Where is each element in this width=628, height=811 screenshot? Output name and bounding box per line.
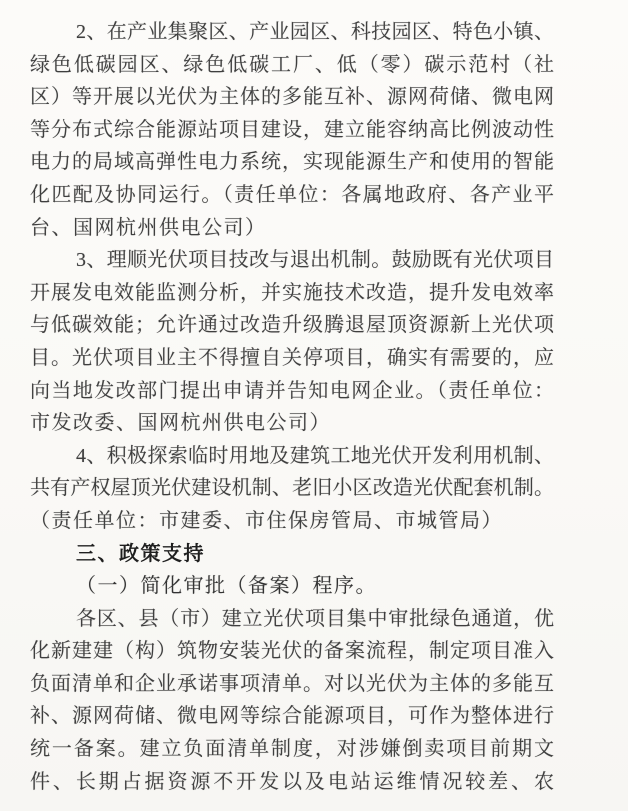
text-line: 负面清单和企业承诺事项清单。对以光伏为主体的多能互 [30, 672, 554, 695]
text-line: 各区、县（市）建立光伏项目集中审批绿色通道，优 [76, 607, 554, 630]
text-line: 台、国网杭州供电公司） [30, 216, 267, 239]
text-line: 开展发电效能监测分析，并实施技术改造，提升发电效率 [30, 281, 554, 304]
text-line: 市发改委、国网杭州供电公司） [30, 412, 331, 435]
text-line: 共有产权屋顶光伏建设机制、老旧小区改造光伏配套机制。 [30, 477, 554, 500]
subsection-heading: （一）简化审批（备案）程序。 [76, 575, 377, 598]
text-line: 向当地发改部门提出申请并告知电网企业。（责任单位： [30, 379, 554, 402]
text-line: 化匹配及协同运行。（责任单位：各属地政府、各产业平 [30, 183, 554, 206]
text-line: 绿色低碳园区、绿色低碳工厂、低（零）碳示范村（社 [30, 53, 554, 76]
text-line: 2、在产业集聚区、产业园区、科技园区、特色小镇、 [76, 21, 554, 43]
text-line: 电力的局域高弹性电力系统，实现能源生产和使用的智能 [30, 151, 554, 174]
text-line: 化新建建（构）筑物安装光伏的备案流程，制定项目准入 [30, 640, 554, 663]
text-line: 目。光伏项目业主不得擅自关停项目，确实有需要的，应 [30, 346, 554, 369]
section-heading: 三、政策支持 [76, 542, 205, 565]
text-line: 件、长期占据资源不开发以及电站运维情况较差、农 [30, 770, 554, 793]
text-line: 3、理顺光伏项目技改与退出机制。鼓励既有光伏项目 [76, 249, 554, 272]
text-line: 与低碳效能；允许通过改造升级腾退屋顶资源新上光伏项 [30, 314, 554, 337]
text-line: 等分布式综合能源站项目建设，建立能容纳高比例波动性 [30, 118, 554, 141]
text-line: （责任单位：市建委、市住保房管局、市城管局） [30, 509, 503, 532]
text-line: 区）等开展以光伏为主体的多能互补、源网荷储、微电网 [30, 86, 554, 109]
text-line: 补、源网荷储、微电网等综合能源项目，可作为整体进行 [30, 705, 554, 728]
document-lines [30, 16, 554, 798]
text-line: 统一备案。建立负面清单制度，对涉嫌倒卖项目前期文 [30, 738, 554, 761]
text-line: 4、积极探索临时用地及建筑工地光伏开发利用机制、 [76, 444, 554, 467]
